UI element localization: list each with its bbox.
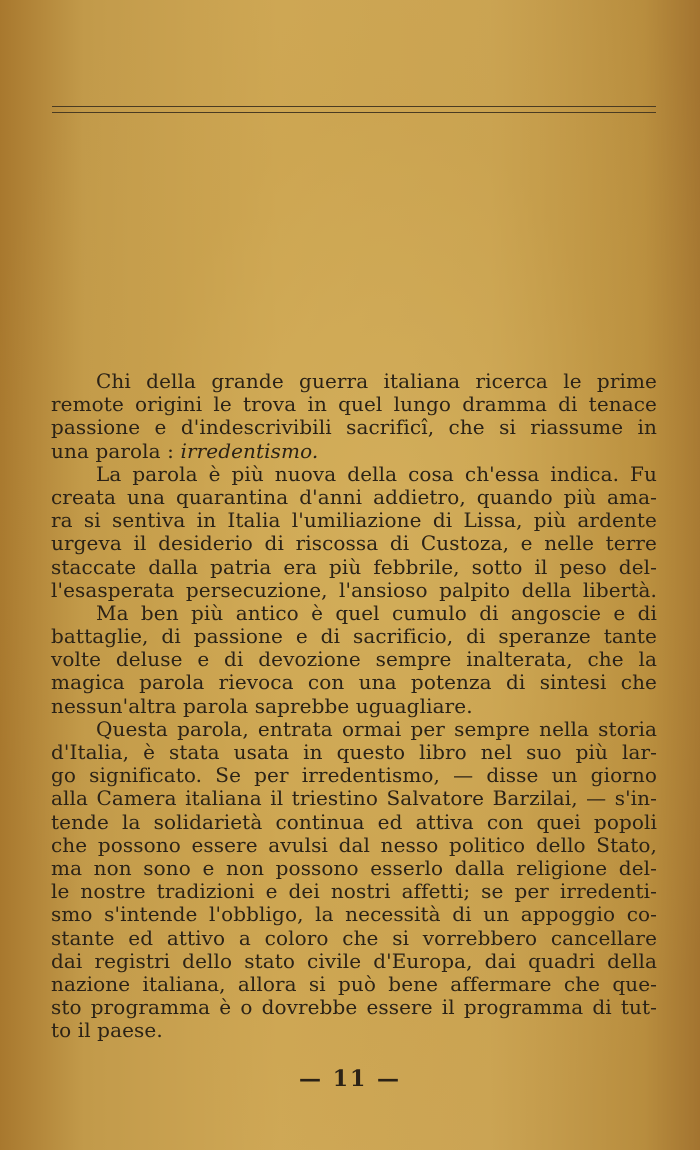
text-line: dai registri dello stato civile d'Europa, dai quadri della (51, 948, 657, 973)
text-line: stante ed attivo a coloro che si vorrebbero cancellare (51, 925, 657, 950)
text-line: sto programma è o dovrebbe essere il programma di tut- (51, 995, 657, 1020)
body-text (51, 370, 657, 1042)
text-line: La parola è più nuova della cosa ch'essa indica. Fu (96, 461, 657, 486)
text-line: tende la solidarietà continua ed attiva con quei popoli (51, 809, 657, 834)
text-line: nessun'altra parola saprebbe uguagliare. (51, 693, 473, 718)
text-line: staccate dalla patria era più febbrile, sotto il peso del- (51, 554, 657, 579)
text-line: le nostre tradizioni e dei nostri affetti; se per irredenti- (51, 879, 657, 904)
text-line: ra si sentiva in Italia l'umiliazione di Lissa, più ardente (51, 508, 657, 533)
text-line: to il paese. (51, 1018, 163, 1043)
text-line: urgeva il desiderio di riscossa di Custoza, e nelle terre (51, 531, 657, 556)
header-rule-thin (52, 112, 656, 113)
header-rule (52, 106, 656, 107)
text-line: remote origini le trova in quel lungo dramma di tenace (51, 392, 657, 417)
emphasized-word: irredentismo. (180, 438, 319, 463)
text-line: nazione italiana, allora si può bene affermare che que- (51, 971, 657, 996)
text-line: magica parola rievoca con una potenza di sintesi che (51, 670, 657, 695)
text-line: l'esasperata persecuzione, l'ansioso palpito della libertà. (51, 577, 657, 602)
text-line: passione e d'indescrivibili sacrificî, che si riassume in (51, 415, 657, 440)
text-line: Questa parola, entrata ormai per sempre nella storia (96, 716, 657, 741)
text-line: che possono essere avulsi dal nesso politico dello Stato, (51, 832, 657, 857)
text-line: creata una quarantina d'anni addietro, quando più ama- (51, 484, 657, 509)
text-line: una parola : irredentismo. (51, 438, 319, 463)
text-line: smo s'intende l'obbligo, la necessità di un appoggio co- (51, 902, 657, 927)
text-line: Ma ben più antico è quel cumulo di angoscie e di (96, 600, 657, 625)
page-number: — 11 — (299, 1066, 401, 1092)
text-line: battaglie, di passione e di sacrificio, di speranze tante (51, 624, 657, 649)
text-line: volte deluse e di devozione sempre inalterata, che la (51, 647, 657, 672)
text-line: d'Italia, è stata usata in questo libro nel suo più lar- (51, 740, 657, 764)
text-line: go significato. Se per irredentismo, — disse un giorno (51, 763, 657, 788)
text-line: alla Camera italiana il triestino Salvatore Barzilai, — s'in- (51, 786, 657, 811)
text-line: ma non sono e non possono esserlo dalla religione del- (51, 855, 657, 880)
text-line: Chi della grande guerra italiana ricerca le prime (96, 369, 657, 393)
